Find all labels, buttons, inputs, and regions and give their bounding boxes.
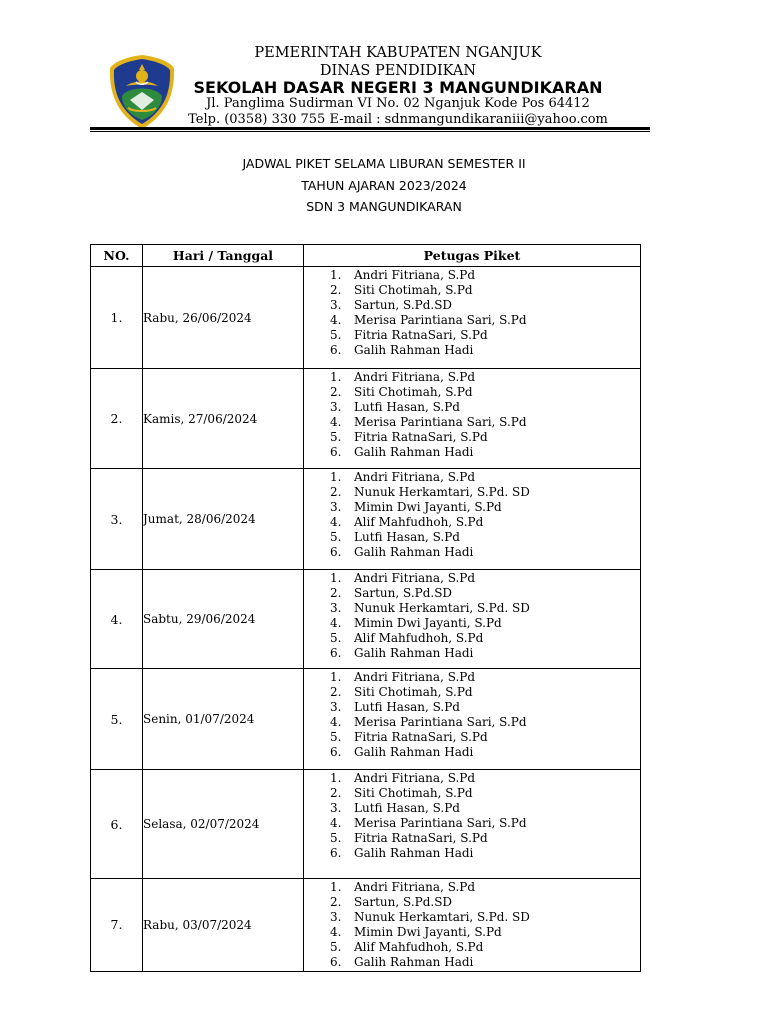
staff-name: Galih Rahman Hadi [354,445,474,460]
staff-list-item [330,530,640,545]
staff-list-number: 4. [330,616,342,631]
staff-list-item [330,328,640,343]
staff-list-number: 1. [330,571,342,585]
staff-list-item [330,385,640,400]
header-department: DINAS PENDIDIKAN [319,63,477,79]
staff-list-number: 3. [330,601,342,616]
staff-name: Lutfi Hasan, S.Pd [354,801,460,816]
staff-name: Andri Fitriana, S.Pd [354,370,476,384]
staff-name: Fitria RatnaSari, S.Pd [354,730,488,745]
staff-name: Siti Chotimah, S.Pd [354,283,473,298]
table-row [91,369,641,469]
staff-list-number: 3. [330,801,342,816]
staff-name: Galih Rahman Hadi [354,955,474,970]
column-header-date: Hari / Tanggal [143,245,304,267]
staff-list-item [330,895,640,910]
document-title: JADWAL PIKET SELAMA LIBURAN SEMESTER II [242,156,526,171]
staff-list-number: 2. [330,283,342,298]
row-date: Senin, 01/07/2024 [143,669,304,770]
staff-list-item [330,771,640,786]
row-number: 3. [91,469,143,570]
staff-name: Mimin Dwi Jayanti, S.Pd [354,616,502,631]
staff-list-item [330,586,640,601]
staff-list-number: 4. [330,925,342,940]
row-date: Sabtu, 29/06/2024 [143,570,304,669]
staff-list-item [330,940,640,955]
staff-list-number: 4. [330,515,342,530]
staff-list-number: 1. [330,470,342,484]
staff-list-number: 1. [330,771,342,785]
staff-list-item [330,343,640,358]
staff-list-item [330,700,640,715]
staff-list-number: 6. [330,846,342,861]
staff-name: Siti Chotimah, S.Pd [354,685,473,700]
staff-list-item [330,745,640,760]
header-address: Jl. Panglima Sudirman VI No. 02 Nganjuk Kode Pos 64412 [206,96,590,111]
row-staff-cell [304,369,641,469]
staff-list-number: 5. [330,831,342,846]
staff-list-item [330,955,640,970]
staff-list-item [330,415,640,430]
staff-list-item [330,816,640,831]
row-staff-cell [304,879,641,972]
staff-list-item [330,831,640,846]
table-row [91,469,641,570]
staff-name: Sartun, S.Pd.SD [354,586,453,601]
staff-name: Mimin Dwi Jayanti, S.Pd [354,500,502,515]
row-date: Selasa, 02/07/2024 [143,770,304,879]
staff-list-number: 3. [330,400,342,415]
row-staff-cell [304,770,641,879]
staff-list [304,771,640,862]
staff-list-item [330,730,640,745]
staff-list-item [330,616,640,631]
staff-name: Galih Rahman Hadi [354,745,474,760]
staff-list-number: 5. [330,730,342,745]
staff-name: Andri Fitriana, S.Pd [354,571,476,585]
staff-list-item [330,910,640,925]
staff-list-item [330,500,640,515]
staff-list-number: 6. [330,445,342,460]
staff-list-number: 6. [330,343,342,358]
staff-name: Andri Fitriana, S.Pd [354,771,476,785]
staff-list-item [330,801,640,816]
row-staff-cell [304,570,641,669]
row-number: 7. [91,879,143,972]
row-date: Rabu, 26/06/2024 [143,267,304,369]
staff-name: Sartun, S.Pd.SD [354,895,453,910]
staff-name: Merisa Parintiana Sari, S.Pd [354,715,527,730]
staff-name: Alif Mahfudhoh, S.Pd [354,515,484,530]
staff-list-number: 5. [330,530,342,545]
staff-list [304,880,640,971]
staff-name: Galih Rahman Hadi [354,846,474,861]
staff-name: Sartun, S.Pd.SD [354,298,453,313]
staff-list-number: 2. [330,895,342,910]
staff-list-item [330,880,640,895]
staff-list-number: 6. [330,745,342,760]
staff-list-number: 2. [330,485,342,500]
staff-name: Alif Mahfudhoh, S.Pd [354,631,484,646]
staff-list-number: 3. [330,298,342,313]
staff-list-item [330,786,640,801]
staff-list-item [330,485,640,500]
staff-list-number: 3. [330,700,342,715]
staff-list-item [330,268,640,283]
staff-list [304,670,640,761]
staff-list-number: 3. [330,910,342,925]
staff-name: Fitria RatnaSari, S.Pd [354,430,488,445]
staff-list [304,268,640,359]
staff-name: Merisa Parintiana Sari, S.Pd [354,415,527,430]
staff-list-number: 6. [330,545,342,560]
table-row [91,267,641,369]
header-contact: Telp. (0358) 330 755 E-mail : sdnmangundikaraniii@yahoo.com [188,112,608,127]
staff-list-item [330,670,640,685]
staff-list-item [330,571,640,586]
staff-name: Nunuk Herkamtari, S.Pd. SD [354,910,530,925]
staff-name: Andri Fitriana, S.Pd [354,470,476,484]
staff-list-item [330,430,640,445]
staff-list-item [330,631,640,646]
staff-list-item [330,545,640,560]
staff-name: Merisa Parintiana Sari, S.Pd [354,816,527,831]
staff-list-number: 4. [330,415,342,430]
row-staff-cell [304,469,641,570]
row-number: 6. [91,770,143,879]
header-government: PEMERINTAH KABUPATEN NGANJUK [254,45,542,61]
staff-list-number: 2. [330,385,342,400]
staff-name: Nunuk Herkamtari, S.Pd. SD [354,485,530,500]
row-number: 5. [91,669,143,770]
row-date: Kamis, 27/06/2024 [143,369,304,469]
staff-list-number: 2. [330,786,342,801]
nganjuk-regency-crest-icon [106,52,178,132]
staff-list-number: 5. [330,430,342,445]
staff-list-item [330,298,640,313]
staff-name: Fitria RatnaSari, S.Pd [354,328,488,343]
staff-list-item [330,283,640,298]
staff-list-item [330,370,640,385]
staff-list-item [330,515,640,530]
row-date: Rabu, 03/07/2024 [143,879,304,972]
document-subtitle-school: SDN 3 MANGUNDIKARAN [306,199,462,214]
staff-name: Merisa Parintiana Sari, S.Pd [354,313,527,328]
document-subtitle-year: TAHUN AJARAN 2023/2024 [301,178,467,193]
table-row [91,770,641,879]
staff-name: Andri Fitriana, S.Pd [354,670,476,684]
staff-list-item [330,470,640,485]
row-staff-cell [304,669,641,770]
column-header-staff: Petugas Piket [304,245,641,267]
header-school-name: SEKOLAH DASAR NEGERI 3 MANGUNDIKARAN [193,78,603,97]
header-rule-thick [90,127,650,130]
staff-list-item [330,925,640,940]
duty-roster-table [90,244,641,972]
staff-name: Andri Fitriana, S.Pd [354,268,476,282]
staff-list-number: 4. [330,816,342,831]
staff-name: Siti Chotimah, S.Pd [354,385,473,400]
staff-list-item [330,715,640,730]
staff-name: Lutfi Hasan, S.Pd [354,700,460,715]
row-number: 2. [91,369,143,469]
staff-name: Galih Rahman Hadi [354,545,474,560]
staff-list-number: 6. [330,955,342,970]
row-staff-cell [304,267,641,369]
row-date: Jumat, 28/06/2024 [143,469,304,570]
staff-name: Galih Rahman Hadi [354,646,474,661]
staff-list-item [330,846,640,861]
staff-list-number: 2. [330,685,342,700]
staff-list-number: 1. [330,670,342,684]
staff-list-item [330,313,640,328]
staff-list [304,571,640,662]
staff-list-number: 1. [330,268,342,282]
staff-list-number: 1. [330,370,342,384]
staff-name: Andri Fitriana, S.Pd [354,880,476,894]
staff-list-item [330,400,640,415]
staff-list-item [330,601,640,616]
table-row [91,879,641,972]
staff-name: Alif Mahfudhoh, S.Pd [354,940,484,955]
staff-list-number: 1. [330,880,342,894]
table-header-row [91,245,641,267]
header-rule-thin [90,131,650,132]
row-number: 1. [91,267,143,369]
staff-list-item [330,685,640,700]
table-row [91,570,641,669]
staff-list-number: 4. [330,715,342,730]
staff-list-item [330,646,640,661]
staff-list-number: 5. [330,328,342,343]
staff-name: Fitria RatnaSari, S.Pd [354,831,488,846]
staff-list-number: 2. [330,586,342,601]
staff-name: Lutfi Hasan, S.Pd [354,400,460,415]
staff-name: Nunuk Herkamtari, S.Pd. SD [354,601,530,616]
staff-list [304,470,640,561]
staff-list-item [330,445,640,460]
table-row [91,669,641,770]
row-number: 4. [91,570,143,669]
staff-name: Lutfi Hasan, S.Pd [354,530,460,545]
staff-list-number: 3. [330,500,342,515]
staff-name: Galih Rahman Hadi [354,343,474,358]
staff-list-number: 5. [330,631,342,646]
column-header-no: NO. [91,245,143,267]
staff-list-number: 4. [330,313,342,328]
staff-list-number: 5. [330,940,342,955]
staff-name: Mimin Dwi Jayanti, S.Pd [354,925,502,940]
staff-list [304,370,640,461]
staff-name: Siti Chotimah, S.Pd [354,786,473,801]
staff-list-number: 6. [330,646,342,661]
